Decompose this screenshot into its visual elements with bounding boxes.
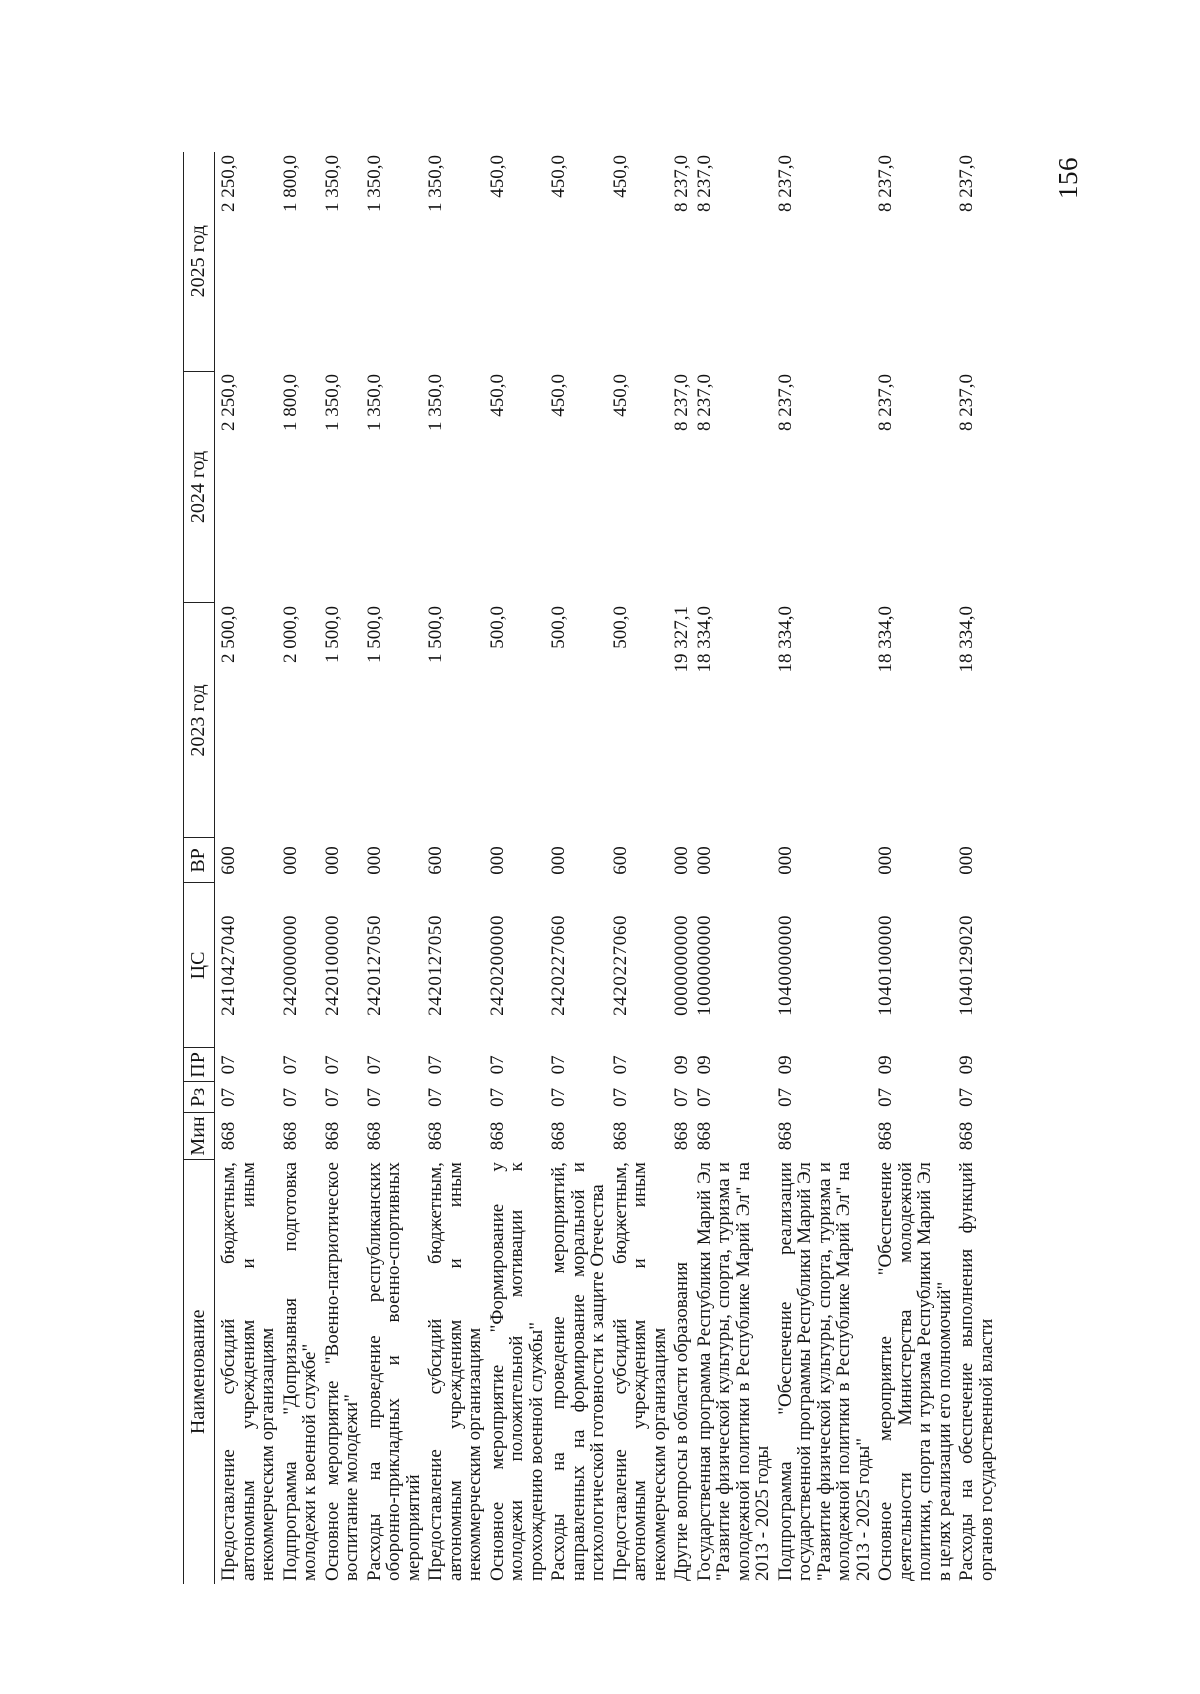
cell-rz: 07 — [321, 1087, 343, 1107]
header-cs: ЦС — [184, 883, 215, 1048]
cell-2024: 8 237,0 — [875, 374, 896, 432]
cell-cs: 2420200000 — [486, 914, 508, 1016]
cell-rz: 07 — [279, 1087, 301, 1107]
cell-cs: 2420127050 — [425, 914, 446, 1016]
cell-cs: 2420000000 — [279, 914, 301, 1016]
name: Подпрограмма "Допризывная подготовка молодежи к военной службе" — [279, 1162, 320, 1581]
cell-2025: 8 237,0 — [693, 155, 715, 212]
cell-pr: 07 — [609, 1055, 631, 1075]
cell-vr: 600 — [609, 846, 631, 875]
cell-2024: 450,0 — [609, 374, 631, 417]
cell-min: 868 — [279, 1121, 301, 1151]
cell-cs: 1040129020 — [956, 914, 977, 1016]
cell-pr: 09 — [875, 1055, 896, 1075]
cell-rz: 07 — [609, 1087, 631, 1107]
cell-2025: 2 250,0 — [218, 155, 239, 212]
cell-vr: 000 — [486, 846, 508, 875]
cell-rz: 07 — [218, 1087, 239, 1107]
cell-2024: 8 237,0 — [956, 374, 977, 432]
name: Основное мероприятие "Обеспечение деятельности Министерства молодежной политики, спорта и туризма Республики Марий Эл в целях реализации его полномочий" — [875, 1162, 955, 1581]
cell-2024: 1 350,0 — [363, 374, 385, 432]
header-2023: 2023 год — [184, 603, 215, 838]
name: Предоставление субсидий бюджетным, автономным учреждениям и иным некоммерческим организациям — [609, 1162, 670, 1581]
header-rz: Рз — [184, 1082, 215, 1113]
header-2024: 2024 год — [184, 371, 215, 603]
cell-2023: 500,0 — [486, 605, 508, 649]
cell-min: 868 — [875, 1121, 896, 1151]
cell-cs: 2410427040 — [218, 914, 239, 1016]
cell-cs: 2420227060 — [609, 914, 631, 1016]
header-name: Наименование — [184, 1159, 215, 1584]
cell-vr: 000 — [363, 846, 385, 875]
cell-pr: 07 — [363, 1055, 385, 1075]
cell-2025: 8 237,0 — [956, 155, 977, 212]
cell-vr: 600 — [425, 846, 446, 875]
name: Расходы на проведение республиканских оборонно-прикладных и военно-спортивных мероприятий — [363, 1162, 424, 1581]
cell-pr: 09 — [671, 1055, 692, 1075]
table-row — [215, 152, 281, 1584]
table-row — [695, 152, 776, 1584]
cell-2023: 1 500,0 — [363, 605, 385, 663]
name: Другие вопросы в области образования — [671, 1262, 692, 1581]
cell-min: 868 — [321, 1121, 343, 1151]
cell-2024: 8 237,0 — [671, 374, 692, 432]
cell-vr: 000 — [671, 846, 692, 875]
cell-2023: 1 500,0 — [321, 605, 343, 663]
table-row — [323, 152, 365, 1584]
name: Основное мероприятие "Военно-патриотическое воспитание молодежи" — [321, 1162, 362, 1581]
cell-2023: 500,0 — [548, 605, 569, 649]
budget-table — [183, 152, 999, 1584]
cell-2023: 18 334,0 — [956, 605, 977, 673]
cell-pr: 07 — [321, 1055, 343, 1075]
table-row — [549, 152, 611, 1584]
name: Предоставление субсидий бюджетным, автономным учреждениям и иным некоммерческим организациям — [218, 1162, 278, 1581]
cell-rz: 07 — [671, 1087, 692, 1107]
cell-rz: 07 — [363, 1087, 385, 1107]
cell-min: 868 — [956, 1121, 977, 1151]
cell-vr: 000 — [279, 846, 301, 875]
cell-pr: 07 — [279, 1055, 301, 1075]
name: Основное мероприятие "Формирование у молодежи положительной мотивации к прохождению военной службы" — [486, 1162, 547, 1581]
cell-vr: 000 — [875, 846, 896, 875]
table-row — [281, 152, 323, 1584]
cell-2024: 8 237,0 — [774, 374, 796, 432]
cell-rz: 07 — [956, 1087, 977, 1107]
cell-cs: 2420227060 — [548, 914, 569, 1016]
cell-rz: 07 — [548, 1087, 569, 1107]
name: Государственная программа Республики Марий Эл "Развитие физической культуры, спорта, туризма и молодежной политики в Республике Марий Эл" на 2013 - 2025 годы — [693, 1162, 773, 1581]
cell-min: 868 — [548, 1121, 569, 1151]
cell-2025: 8 237,0 — [774, 155, 796, 212]
cell-2025: 450,0 — [486, 155, 508, 198]
header-2025: 2025 год — [184, 152, 215, 371]
cell-pr: 09 — [774, 1055, 796, 1075]
name: Расходы на обеспечение выполнения функций органов государственной власти — [956, 1162, 997, 1581]
cell-rz: 07 — [774, 1087, 796, 1107]
cell-vr: 000 — [321, 846, 343, 875]
name: Предоставление субсидий бюджетным, автономным учреждениям и иным некоммерческим организациям — [425, 1162, 485, 1581]
cell-2025: 1 800,0 — [279, 155, 301, 212]
cell-2023: 500,0 — [609, 605, 631, 649]
table-row — [611, 152, 673, 1584]
cell-vr: 000 — [956, 846, 977, 875]
cell-2024: 1 800,0 — [279, 374, 301, 432]
cell-vr: 000 — [774, 846, 796, 875]
cell-2024: 1 350,0 — [321, 374, 343, 432]
cell-2025: 1 350,0 — [363, 155, 385, 212]
header-pr: ПР — [184, 1048, 215, 1082]
cell-2023: 19 327,1 — [671, 605, 692, 673]
cell-rz: 07 — [425, 1087, 446, 1107]
cell-2024: 8 237,0 — [693, 374, 715, 432]
page-number: 156 — [1053, 157, 1083, 199]
table-row — [488, 152, 550, 1584]
cell-2025: 8 237,0 — [671, 155, 692, 212]
table-row — [876, 152, 957, 1584]
cell-min: 868 — [218, 1121, 239, 1151]
cell-vr: 000 — [548, 846, 569, 875]
cell-cs: 1000000000 — [693, 914, 715, 1016]
name: Подпрограмма "Обеспечение реализации государственной программы Республики Марий Эл "Развитие физической культуры, спорта, туризма и молодежной политики в Республике Марий Эл" на 2013 - 2025 годы" — [774, 1162, 874, 1581]
cell-min: 868 — [363, 1121, 385, 1151]
cell-2024: 1 350,0 — [425, 374, 446, 432]
table-row — [365, 152, 427, 1584]
table-body — [215, 152, 1000, 1584]
cell-cs: 2420100000 — [321, 914, 343, 1016]
cell-pr: 07 — [425, 1055, 446, 1075]
cell-2023: 18 334,0 — [875, 605, 896, 673]
table-row — [672, 152, 695, 1584]
cell-2025: 450,0 — [548, 155, 569, 198]
cell-2025: 1 350,0 — [321, 155, 343, 212]
name: Расходы на проведение мероприятий, направленных на формирование моральной и психологической готовности к защите Отечества — [548, 1162, 608, 1581]
cell-2025: 8 237,0 — [875, 155, 896, 212]
cell-rz: 07 — [486, 1087, 508, 1107]
cell-cs: 0000000000 — [671, 914, 692, 1016]
cell-cs: 2420127050 — [363, 914, 385, 1016]
cell-min: 868 — [693, 1121, 715, 1151]
cell-min: 868 — [671, 1121, 692, 1151]
cell-pr: 07 — [548, 1055, 569, 1075]
cell-rz: 07 — [693, 1087, 715, 1107]
cell-2024: 2 250,0 — [218, 374, 239, 432]
cell-pr: 09 — [956, 1055, 977, 1075]
cell-vr: 000 — [693, 846, 715, 875]
cell-cs: 1040000000 — [774, 914, 796, 1016]
table-row — [426, 152, 488, 1584]
cell-2024: 450,0 — [548, 374, 569, 417]
table-row — [957, 152, 999, 1584]
cell-pr: 07 — [486, 1055, 508, 1075]
cell-min: 868 — [486, 1121, 508, 1151]
cell-pr: 07 — [218, 1055, 239, 1075]
cell-2023: 18 334,0 — [774, 605, 796, 673]
cell-2023: 1 500,0 — [425, 605, 446, 663]
cell-min: 868 — [609, 1121, 631, 1151]
cell-2023: 2 000,0 — [279, 605, 301, 663]
cell-cs: 1040100000 — [875, 914, 896, 1016]
cell-2025: 450,0 — [609, 155, 631, 198]
cell-pr: 09 — [693, 1055, 715, 1075]
cell-2023: 18 334,0 — [693, 605, 715, 673]
cell-2024: 450,0 — [486, 374, 508, 417]
header-vr: ВР — [184, 838, 215, 883]
cell-min: 868 — [425, 1121, 446, 1151]
table-header-row — [184, 152, 215, 1584]
cell-rz: 07 — [875, 1087, 896, 1107]
table-row — [776, 152, 877, 1584]
cell-min: 868 — [774, 1121, 796, 1151]
header-min: Мин — [184, 1113, 215, 1159]
cell-vr: 600 — [218, 846, 239, 875]
cell-2025: 1 350,0 — [425, 155, 446, 212]
cell-2023: 2 500,0 — [218, 605, 239, 663]
